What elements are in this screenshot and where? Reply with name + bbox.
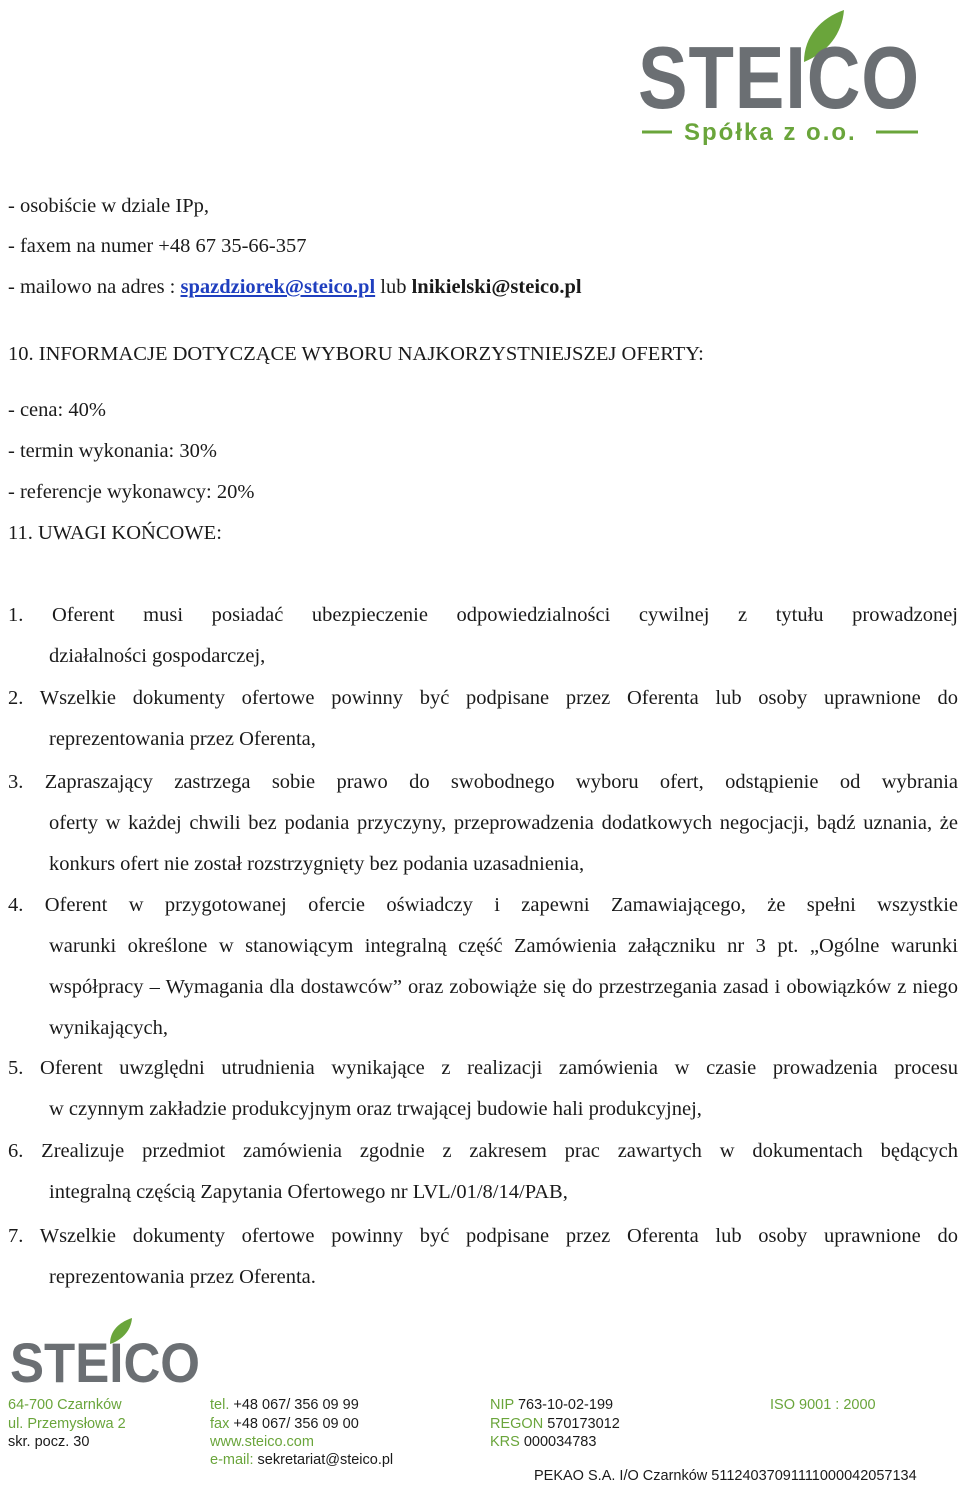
logo-brand-text-footer: STEICO xyxy=(10,1331,200,1394)
email-prefix: - mailowo na adres : xyxy=(8,276,181,298)
criterion-references: - referencje wykonawcy: 20% xyxy=(8,481,255,503)
remark-item-5: 5. Oferent uwzględni utrudnienia wynikające z realizacji zamówienia w czasie prowadzenia procesu w czynnym zakładzie produkcyjnym oraz trwającej budowie hali produkcyjnej, xyxy=(8,1057,958,1120)
footer-email: e-mail: sekretariat@steico.pl xyxy=(210,1452,394,1468)
section-10-heading: 10. INFORMACJE DOTYCZĄCE WYBORU NAJKORZYSTNIEJSZEJ OFERTY: xyxy=(8,343,704,365)
footer-phone: tel. +48 067/ 356 09 99 xyxy=(210,1397,359,1413)
footer-po-box: skr. pocz. 30 xyxy=(8,1434,90,1450)
remark-item-2: 2. Wszelkie dokumenty ofertowe powinny być podpisane przez Oferenta lub osoby uprawnione do reprezentowania przez Oferenta, xyxy=(8,687,958,750)
email-separator: lub xyxy=(375,276,412,298)
footer-regon: REGON 570173012 xyxy=(490,1416,620,1432)
criterion-deadline: - termin wykonania: 30% xyxy=(8,440,217,462)
footer-email-link[interactable]: sekretariat@steico.pl xyxy=(257,1452,394,1468)
remark-item-1: 1. Oferent musi posiadać ubezpieczenie odpowiedzialności cywilnej z tytułu prowadzonej działalności gospodarczej, xyxy=(8,604,958,667)
footer-street: ul. Przemysłowa 2 xyxy=(8,1416,126,1432)
contact-line-fax: - faxem na numer +48 67 35-66-357 xyxy=(8,235,307,257)
steico-logo-bottom xyxy=(8,1318,208,1394)
footer-iso: ISO 9001 : 2000 xyxy=(770,1397,876,1413)
logo-brand-text: STEICO xyxy=(638,28,920,127)
footer-website-link[interactable]: www.steico.com xyxy=(210,1434,314,1450)
remark-item-4: 4. Oferent w przygotowanej ofercie oświadczy i zapewni Zamawiającego, że spełni wszystkie warunki określone w stanowiącym integralną część Zamówienia załączniku nr 3 pt. „Ogólne warunki współpracy – Wymagania dla dostawców” oraz zobowiąże się do przestrzegania zasad i obowiązków z niego wynikających, xyxy=(8,894,958,1039)
remark-item-6: 6. Zrealizuje przedmiot zamówienia zgodnie z zakresem prac zawartych w dokumentach będących integralną częścią Zapytania Ofertowego nr LVL/01/8/14/PAB, xyxy=(8,1140,958,1203)
footer-nip: NIP 763-10-02-199 xyxy=(490,1397,614,1413)
section-11-heading: 11. UWAGI KOŃCOWE: xyxy=(8,522,222,544)
footer-krs: KRS 000034783 xyxy=(490,1434,597,1450)
steico-logo-top xyxy=(636,6,936,146)
remark-item-3: 3. Zapraszający zastrzega sobie prawo do swobodnego wyboru ofert, odstąpienie od wybrania oferty w każdej chwili bez podania przyczyny, przeprowadzenia dodatkowych negocjacji, bądź uznania, że konkurs ofert nie został rozstrzygnięty bez podania uzasadnienia, xyxy=(8,771,958,875)
footer-bank-account: PEKAO S.A. I/O Czarnków 51124037091111000042057134 xyxy=(534,1468,917,1484)
email-link-spazdziorek[interactable]: spazdziorek@steico.pl xyxy=(180,276,376,298)
remark-item-7: 7. Wszelkie dokumenty ofertowe powinny być podpisane przez Oferenta lub osoby uprawnione do reprezentowania przez Oferenta. xyxy=(8,1225,958,1288)
email-link-lnikielski[interactable]: lnikielski@steico.pl xyxy=(411,276,582,298)
contact-line-personal: - osobiście w dziale IPp, xyxy=(8,195,209,217)
logo-subtitle: Spółka z o.o. xyxy=(684,119,857,146)
footer-fax: fax +48 067/ 356 09 00 xyxy=(210,1416,359,1432)
footer-city: 64-700 Czarnków xyxy=(8,1397,122,1413)
contact-line-email xyxy=(8,277,582,298)
criterion-price: - cena: 40% xyxy=(8,399,106,421)
